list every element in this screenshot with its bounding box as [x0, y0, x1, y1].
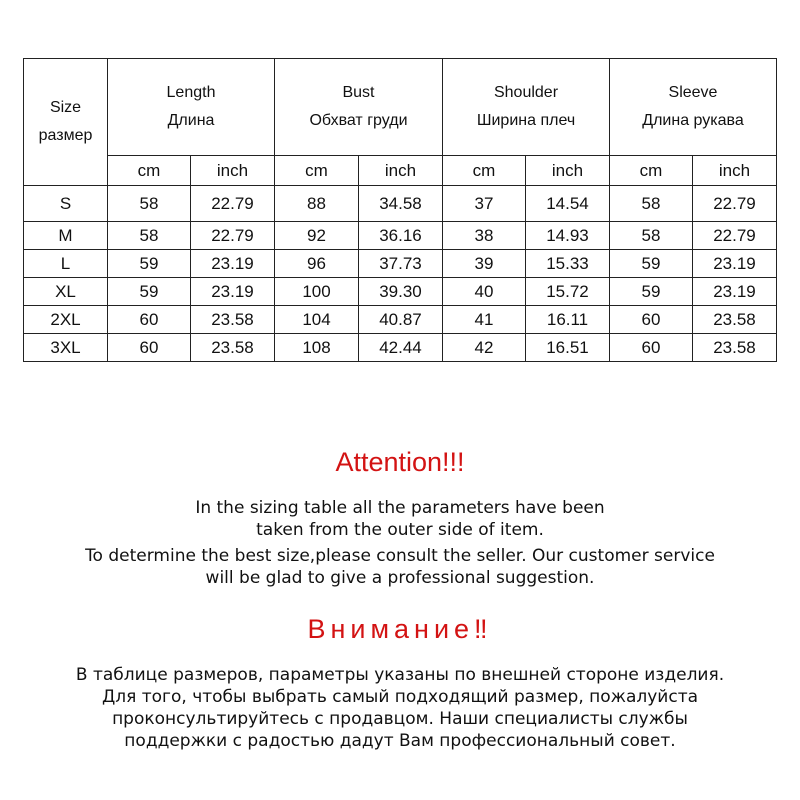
table-cell: 39	[443, 250, 526, 278]
size-chart-table	[23, 58, 777, 362]
table-cell: 59	[610, 250, 693, 278]
table-cell: 96	[275, 250, 359, 278]
table-cell: 59	[610, 278, 693, 306]
unit-cell: inch	[191, 156, 275, 186]
table-cell: 36.16	[359, 222, 443, 250]
table-cell: 40	[443, 278, 526, 306]
table-cell: 59	[108, 250, 191, 278]
length-header	[108, 59, 275, 156]
size-cell: M	[24, 222, 108, 250]
size-cell: XL	[24, 278, 108, 306]
attention-heading-en: Attention!!!	[335, 447, 465, 477]
size-header-ru: размер	[38, 127, 93, 144]
table-row	[24, 186, 777, 222]
table-cell: 15.33	[526, 250, 610, 278]
table-cell: 58	[108, 186, 191, 222]
table-row	[24, 222, 777, 250]
table-cell: 92	[275, 222, 359, 250]
table-header-row	[24, 59, 777, 156]
table-cell: 22.79	[693, 186, 777, 222]
size-column-header	[24, 59, 108, 186]
length-header-en: Length	[166, 84, 216, 101]
table-cell: 22.79	[693, 222, 777, 250]
sleeve-header-ru: Длина рукава	[642, 112, 744, 129]
table-cell: 60	[610, 334, 693, 362]
table-cell: 58	[610, 186, 693, 222]
table-cell: 16.11	[526, 306, 610, 334]
table-cell: 23.19	[191, 250, 275, 278]
table-cell: 23.19	[693, 278, 777, 306]
table-cell: 88	[275, 186, 359, 222]
table-row	[24, 334, 777, 362]
table-row	[24, 278, 777, 306]
table-cell: 59	[108, 278, 191, 306]
length-header-ru: Длина	[167, 112, 215, 129]
sleeve-header-en: Sleeve	[668, 84, 718, 101]
size-cell: L	[24, 250, 108, 278]
bust-header-ru: Обхват груди	[309, 112, 408, 129]
unit-cell: cm	[275, 156, 359, 186]
notice-line: taken from the outer side of item.	[256, 520, 544, 540]
table-cell: 14.93	[526, 222, 610, 250]
unit-cell: cm	[443, 156, 526, 186]
size-cell: 2XL	[24, 306, 108, 334]
table-cell: 39.30	[359, 278, 443, 306]
unit-cell: cm	[610, 156, 693, 186]
unit-cell: inch	[359, 156, 443, 186]
table-cell: 58	[610, 222, 693, 250]
table-cell: 42	[443, 334, 526, 362]
table-cell: 22.79	[191, 186, 275, 222]
notice-line: Для того, чтобы выбрать самый подходящий размер, пожалуйста	[101, 687, 699, 707]
table-cell: 108	[275, 334, 359, 362]
table-cell: 60	[108, 306, 191, 334]
table-cell: 60	[108, 334, 191, 362]
table-cell: 100	[275, 278, 359, 306]
table-cell: 23.58	[191, 306, 275, 334]
notice-line: will be glad to give a professional suggestion.	[205, 568, 595, 588]
shoulder-header	[443, 59, 610, 156]
bust-header	[275, 59, 443, 156]
table-row	[24, 250, 777, 278]
table-cell: 34.58	[359, 186, 443, 222]
attention-heading-ru: Внимание‼	[307, 614, 493, 644]
unit-cell: cm	[108, 156, 191, 186]
notice-line: In the sizing table all the parameters have been	[195, 498, 605, 518]
table-cell: 23.58	[191, 334, 275, 362]
table-cell: 104	[275, 306, 359, 334]
notice-text-en-1	[0, 497, 800, 541]
table-cell: 58	[108, 222, 191, 250]
size-cell: 3XL	[24, 334, 108, 362]
bust-header-en: Bust	[342, 84, 375, 101]
size-header-en: Size	[49, 99, 82, 116]
notice-text-ru	[0, 664, 800, 752]
table-cell: 15.72	[526, 278, 610, 306]
notice-text-en-2	[0, 545, 800, 589]
table-cell: 23.19	[191, 278, 275, 306]
table-cell: 23.58	[693, 334, 777, 362]
notice-line: поддержки с радостью дадут Вам профессиональный совет.	[124, 731, 676, 751]
unit-cell: inch	[693, 156, 777, 186]
unit-cell: inch	[526, 156, 610, 186]
table-cell: 40.87	[359, 306, 443, 334]
notice-line: В таблице размеров, параметры указаны по внешней стороне изделия.	[75, 665, 725, 685]
unit-header-row	[24, 156, 777, 186]
shoulder-header-ru: Ширина плеч	[476, 112, 576, 129]
table-cell: 42.44	[359, 334, 443, 362]
table-cell: 38	[443, 222, 526, 250]
table-cell: 23.19	[693, 250, 777, 278]
table-cell: 41	[443, 306, 526, 334]
shoulder-header-en: Shoulder	[493, 84, 559, 101]
table-cell: 22.79	[191, 222, 275, 250]
table-cell: 60	[610, 306, 693, 334]
table-cell: 23.58	[693, 306, 777, 334]
table-cell: 37.73	[359, 250, 443, 278]
table-row	[24, 306, 777, 334]
notice-line: To determine the best size,please consult the seller. Our customer service	[85, 546, 715, 566]
sleeve-header	[610, 59, 777, 156]
table-cell: 37	[443, 186, 526, 222]
notice-line: проконсультируйтесь с продавцом. Наши специалисты службы	[112, 709, 688, 729]
size-cell: S	[24, 186, 108, 222]
table-cell: 14.54	[526, 186, 610, 222]
table-cell: 16.51	[526, 334, 610, 362]
